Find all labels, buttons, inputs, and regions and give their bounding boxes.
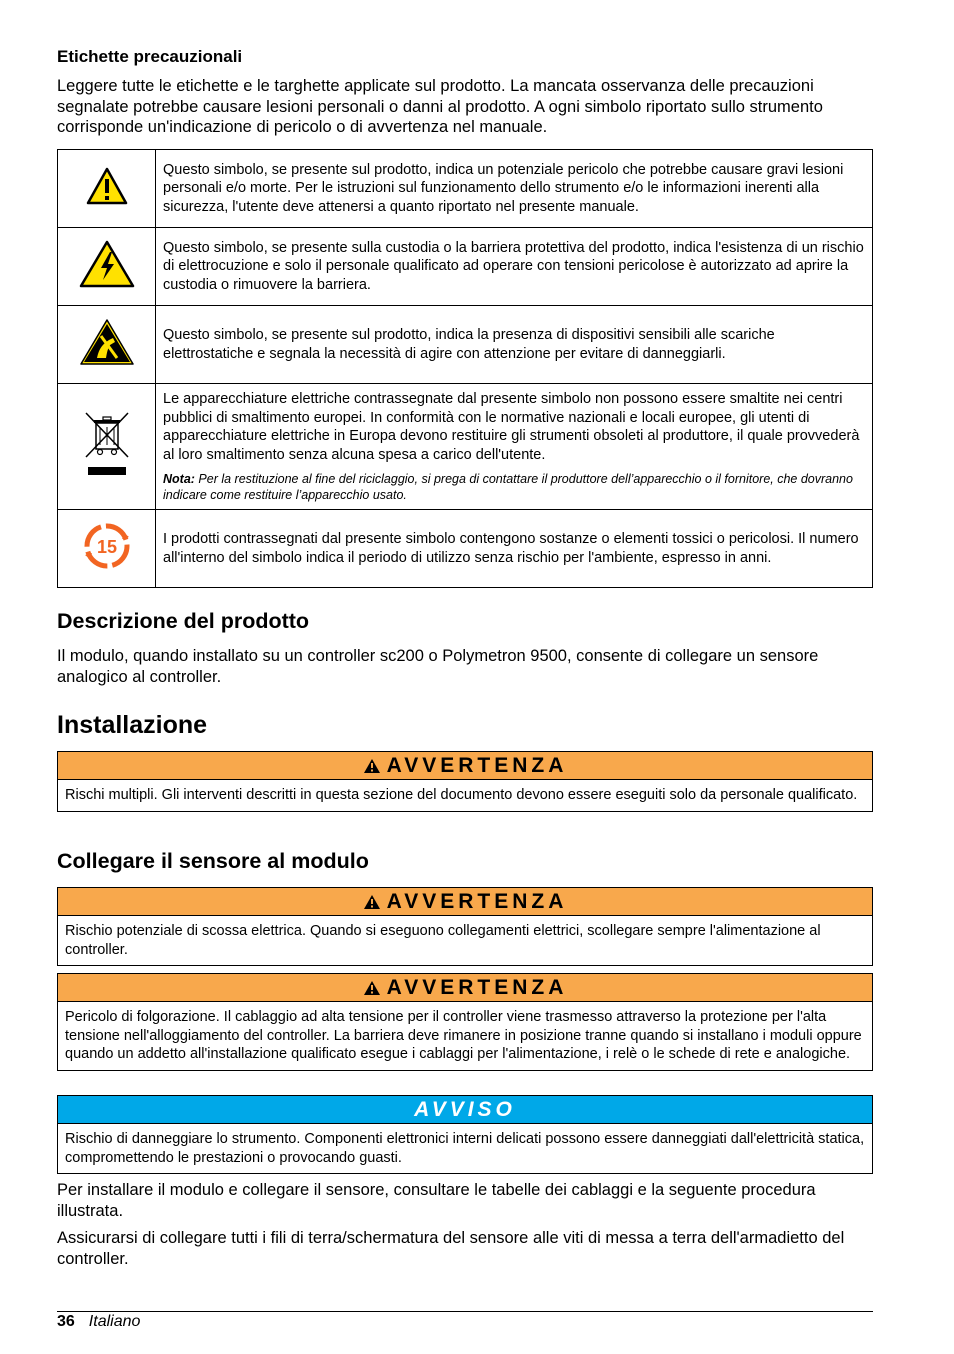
warning-bar [58,974,872,1002]
symbol-description: Questo simbolo, se presente sul prodotto, indica la presenza di dispositivi sensibili alle scariche elettrostatiche e segnala la necessità di agire con attenzione per evitare di danneggiarli. [156,306,873,384]
table-row [58,510,873,588]
esd-icon [79,353,135,370]
weee-bin-icon [82,464,132,481]
warning-title: AVVERTENZA [386,753,568,777]
grounding-paragraph: Assicurarsi di collegare tutti i fili di terra/schermatura del sensore alle viti di messa a terra dell'armadietto del controller. [57,1229,845,1268]
product-description: Il modulo, quando installato su un controller sc200 o Polymetron 9500, consente di collegare un sensore analogico al controller. [57,647,819,686]
footer-language: Italiano [88,1313,141,1330]
weee-text: Le apparecchiature elettriche contrassegnate dal presente simbolo non possono essere smaltite nei centri pubblici di smaltimento europei. In conformità con le normative nazionali e locali europee, gli utenti di apparecchiature elettriche in Europa devono restituire gli strumenti obsoleti al produttore, il quale provvederà al loro smaltimento senza alcuna spesa a carico dell'utente. [163,391,860,463]
warning-bar [58,752,872,780]
note-label: Nota: [163,472,195,486]
warning-title: AVVERTENZA [386,975,568,999]
footer [57,1313,140,1331]
warning-box [57,887,873,966]
warning-triangle-icon [363,758,381,774]
symbol-description: Questo simbolo, se presente sul prodotto, indica un potenziale pericolo che potrebbe causare gravi lesioni personali e/o morte. Per le istruzioni sul funzionamento dello strumento e/o le informazioni inerenti alla sicurezza, l'utente deve attenersi a quanto riportato nel presente manuale. [156,150,873,228]
footer-divider [57,1311,873,1312]
table-row [58,384,873,510]
warning-text: Rischi multipli. Gli interventi descritti in questa sezione del documento devono essere eseguiti solo da personale qualificato. [65,787,858,803]
warning-text: Pericolo di folgorazione. Il cablaggio ad alta tensione per il controller viene trasmesso attraverso la protezione per l'alta tensione nell'alloggiamento del controller. La barriera deve rimanere in posizione tranne quando si installano i moduli oppure quando un addetto all'installazione qualificato esegue i cablaggi per l'alimentazione, i relè o le schede di rete e analogiche. [65,1009,862,1062]
warning-triangle-icon [363,980,381,996]
warning-triangle-icon [363,894,381,910]
symbol-description: I prodotti contrassegnati dal presente simbolo contengono sostanze o elementi tossici o pericolosi. Il numero all'interno del simbolo indica il periodo di utilizzo senza rischio per l'ambiente, espresso in anni. [156,510,873,588]
note [163,471,864,503]
section-label: Etichette precauzionali [57,47,243,66]
warning-box [57,973,873,1071]
warning-box [57,751,873,812]
icon-cell [58,150,156,228]
notice-title: AVVISO [414,1097,516,1121]
symbol-description: Questo simbolo, se presente sulla custodia o la barriera protettiva del prodotto, indica l'esistenza di un rischio di elettrocuzione e solo il personale qualificato ad operare con tensioni pericolose è autorizzato ad aprire la custodia o rimuovere la barriera. [156,228,873,306]
table-row [58,150,873,228]
intro-paragraph: Leggere tutte le etichette e le targhette applicate sul prodotto. La mancata osservanza delle precauzioni segnalate potrebbe causare lesioni personali o danni al prodotto. A ogni simbolo riportato sullo strumento corrisponde un'indicazione di pericolo o di avvertenza nel manuale. [57,77,823,136]
warning-triangle-icon [86,192,128,209]
table-row [58,306,873,384]
warning-bar [58,888,872,916]
warning-text: Rischio potenziale di scossa elettrica. Quando si eseguono collegamenti elettrici, scollegare sempre l'alimentazione al controller. [65,923,821,958]
installation-heading: Installazione [57,711,208,739]
install-paragraph: Per installare il modulo e collegare il sensore, consultare le tabelle dei cablaggi e la seguente procedura illustrata. [57,1181,816,1220]
icon-cell [58,510,156,588]
connect-heading: Collegare il sensore al modulo [57,849,369,873]
icon-cell [58,306,156,384]
notice-text: Rischio di danneggiare lo strumento. Componenti elettronici interni delicati possono essere danneggiati dall'elettricità statica, compromettendo le prestazioni o provocando guasti. [65,1131,865,1166]
symbols-table [57,149,873,588]
page-number: 36 [57,1313,75,1330]
epup-number: 15 [96,537,117,557]
icon-cell [58,228,156,306]
epup-15-icon [84,537,130,573]
table-row [58,228,873,306]
notice-bar [58,1096,872,1124]
warning-title: AVVERTENZA [386,889,568,913]
electric-shock-icon [79,275,135,292]
note-text: Per la restituzione al fine del riciclaggio, si prega di contattare il produttore dell’apparecchio o il fornitore, che dovranno indicare come restituire l’apparecchio usato. [163,472,853,502]
notice-box [57,1095,873,1174]
icon-cell [58,384,156,510]
symbol-description [156,384,873,510]
product-heading: Descrizione del prodotto [57,609,310,633]
